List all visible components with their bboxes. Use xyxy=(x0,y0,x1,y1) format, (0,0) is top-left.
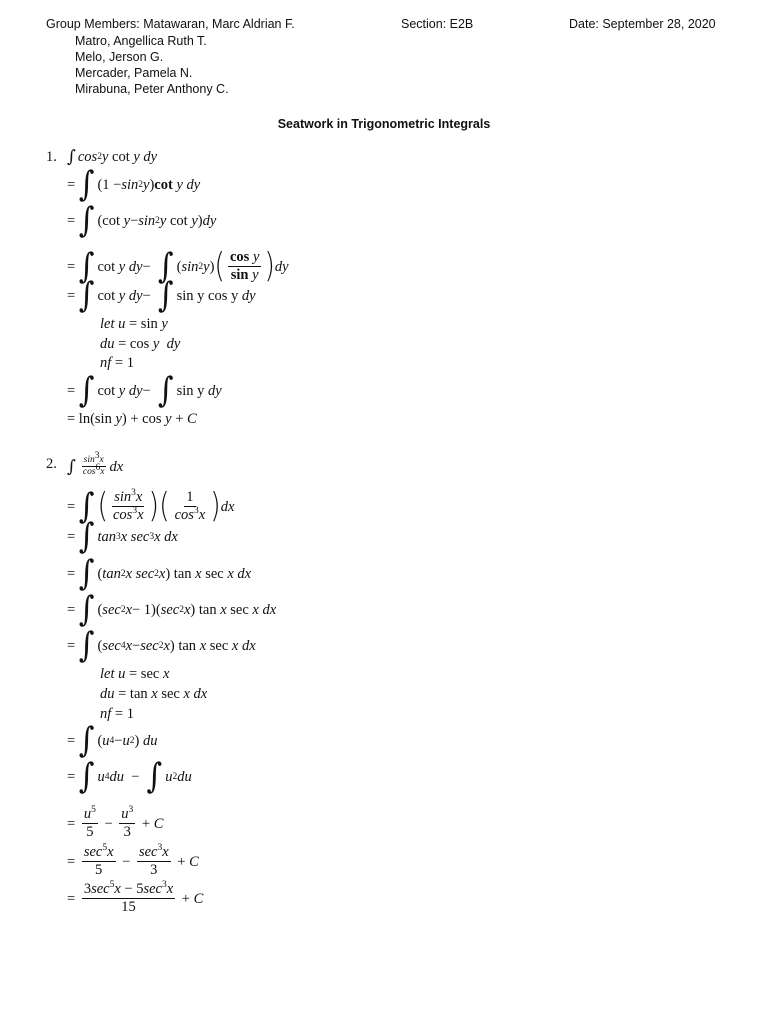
equation-line: = ∫ u 4 du − ∫ u 2 du xyxy=(67,756,192,797)
problem-number: 1. xyxy=(46,149,57,165)
equation-line: nf = 1 xyxy=(100,355,134,371)
equation-line: = ∫ ( u 4 − u 2 ) du xyxy=(67,720,158,761)
section-label: Section: E2B xyxy=(401,17,474,31)
equation-line: = $\frac{u^5}{5}$ − $\frac{u^3}{3}$ + C xyxy=(67,805,164,840)
equation-line: = $\frac{\sec^5x}{5}$ − $\frac{\sec^3x}{3}$ + C xyxy=(67,843,199,878)
member-name: Mercader, Pamela N. xyxy=(75,66,193,80)
date-label: Date: September 28, 2020 xyxy=(569,17,716,31)
equation-line: = ∫ cot y dy − ∫ ( sin 2 y ) ( $\frac{\text{cos y}}{\text{sin y}}$ ) dy xyxy=(67,245,289,287)
equation-line: nf = 1 xyxy=(100,706,134,722)
equation-line: = ∫ (cot y − sin 2 y cot y ) dy xyxy=(67,200,217,241)
member-name: Mirabuna, Peter Anthony C. xyxy=(75,82,229,96)
equation-line: = $\frac{3\sec^5x - 5\sec^3x}{15}$ + C xyxy=(67,880,204,915)
equation-line: ∫ cos 2 y cot y dy xyxy=(67,147,158,167)
equation-line: du = tan x sec x dx xyxy=(100,686,208,702)
equation-line: ∫ $\frac{\sin^3x}{\cos^6x}$ dx xyxy=(67,450,124,477)
equation-line: = ∫ ( $\frac{\sin^3x}{\cos^3x}$ ) ( $\frac{1}{\cos^3x}$ ) dx xyxy=(67,485,235,527)
document-title: Seatwork in Trigonometric Integrals xyxy=(277,117,491,131)
equation-line: = ∫ cot y dy − ∫ sin y cos y dy xyxy=(67,275,256,316)
equation-line: = ln(sin y ) + cos y + C xyxy=(67,411,197,427)
equation-line: = ∫ cot y dy − ∫ sin y dy xyxy=(67,370,222,411)
equation-line: du = cos y dy xyxy=(100,336,181,352)
equation-line: = ∫ tan 3 x sec 3 x dx xyxy=(67,516,178,557)
member-name: Melo, Jerson G. xyxy=(75,50,164,64)
equation-line: let u = sin y xyxy=(100,316,168,332)
equation-line: = ∫ (1 − sin 2 y ) cot y dy xyxy=(67,164,201,205)
problem-number: 2. xyxy=(46,456,57,472)
group-members-label: Group Members: Matawaran, Marc Aldrian F. xyxy=(46,17,295,31)
equation-line: = ∫ ( tan 2 x sec 2 x ) tan x sec x dx xyxy=(67,553,252,594)
equation-line: = ∫ ( sec 2 x − 1)( sec 2 x ) tan x sec x dx xyxy=(67,589,277,630)
equation-line: = ∫ ( sec 4 x − sec 2 x ) tan x sec x dx xyxy=(67,625,256,666)
member-name: Matro, Angellica Ruth T. xyxy=(75,34,207,48)
equation-line: let u = sec x xyxy=(100,666,170,682)
